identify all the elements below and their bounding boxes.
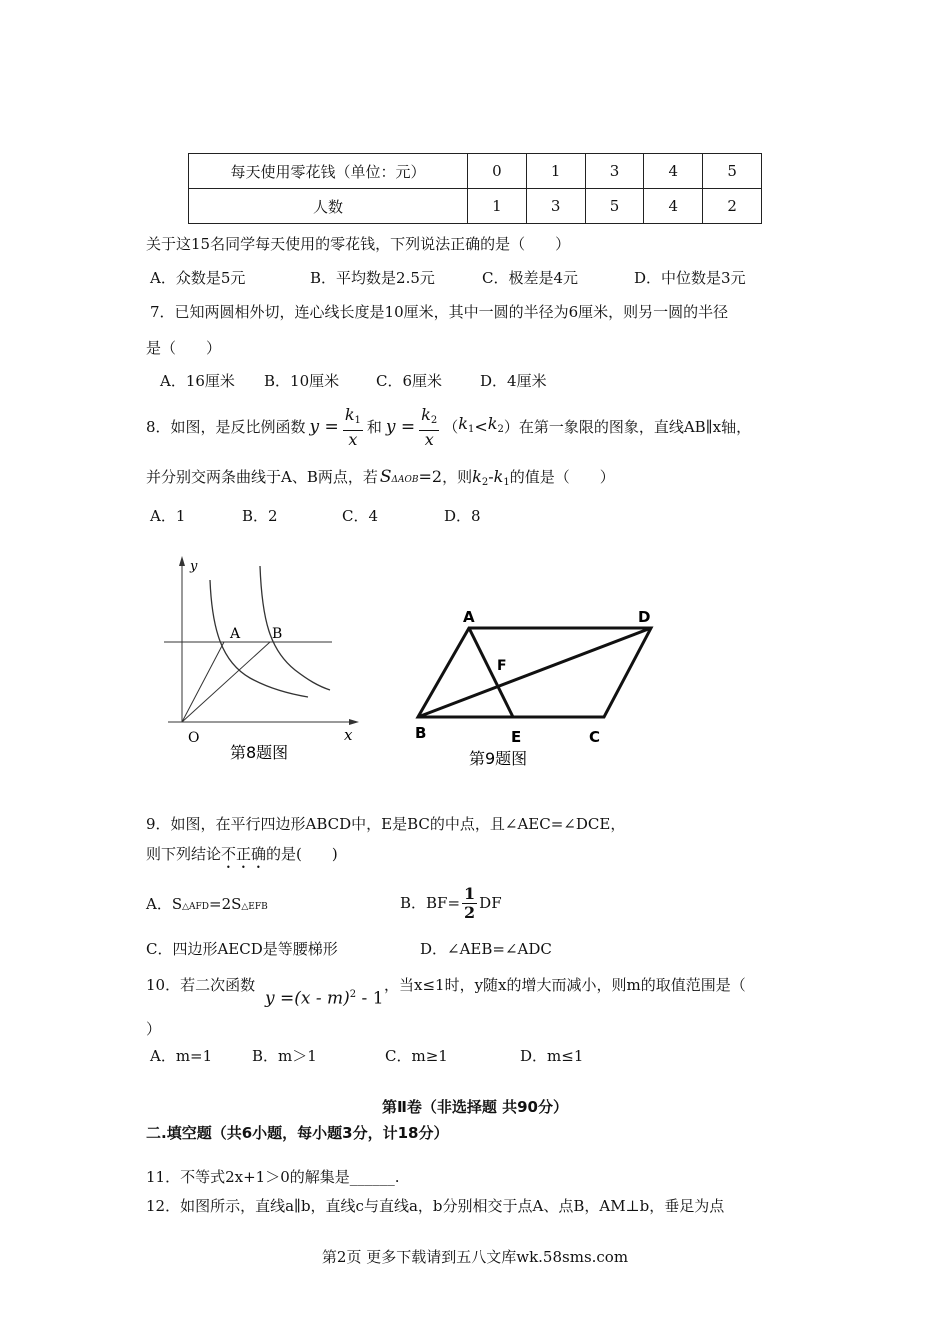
q8-cond-k1: [458, 414, 474, 440]
q8-area-eq: =2: [418, 467, 443, 486]
k2-letter: k: [421, 404, 431, 424]
q8-minus: -: [488, 467, 494, 486]
q10-option-d: D．m≤1: [520, 1047, 584, 1065]
q9-option-d: D．∠AEB=∠ADC: [420, 940, 552, 958]
section2-title: 第Ⅱ卷（非选择题 共90分）: [382, 1098, 568, 1116]
q8-option-a: A．1: [150, 507, 186, 525]
segment-bd: [418, 628, 651, 717]
label-a: A: [463, 608, 475, 626]
q8-y-eq: y =: [309, 417, 339, 437]
row1-cell-4: 5: [703, 154, 762, 189]
figure-8: [150, 550, 380, 770]
q8-then: ，则: [442, 468, 473, 486]
q9-option-a: [146, 894, 268, 917]
q12-text: 12．如图所示，直线a∥b，直线c与直线a，b分别相交于点A、点B，AM⊥b，垂足为点: [146, 1197, 725, 1215]
q8-line2-prefix: 并分别交两条曲线于A、B两点，若: [146, 468, 378, 486]
q9-line1: 9．如图，在平行四边形ABCD中，E是BC的中点，且∠AEC=∠DCE，: [146, 815, 626, 833]
q10-suffix: ，当x≤1时，y随x的增大而减小，则m的取值范围是（: [384, 976, 746, 994]
q8-cond-lt: <: [474, 417, 488, 436]
q6-option-b: B．平均数是2.5元: [310, 269, 435, 287]
label-f: F: [497, 658, 507, 674]
diff-k1-letter: k: [493, 467, 504, 486]
curve-k1: [210, 580, 308, 697]
label-b: B: [415, 724, 427, 742]
segment-oa: [182, 642, 224, 722]
cond-k1-sub: 1: [467, 424, 475, 435]
q9-line2-pre: 则下列结论: [146, 845, 222, 863]
table-row: [189, 189, 762, 224]
q8-stem-line2: [146, 467, 615, 493]
q8-stem-line1: [146, 404, 752, 449]
q9-emphasis-not-correct: 不正确: [221, 845, 267, 863]
q8-suffix: 在第一象限的图象，直线AB∥x轴，: [518, 418, 752, 436]
q8-diff-k2: [472, 467, 488, 493]
row2-cell-3: 4: [644, 189, 703, 224]
half-denominator: 2: [464, 902, 476, 922]
cond-k2-sub: 2: [497, 424, 504, 435]
cond-k2-letter: k: [487, 414, 498, 433]
q8-diff-k1: [494, 467, 510, 493]
q8-value-suffix: 的值是（ ）: [509, 468, 615, 486]
q9-option-b: [400, 882, 502, 924]
q7-option-a: A．16厘米: [160, 372, 235, 390]
label-c: C: [589, 728, 601, 746]
q7-option-c: C．6厘米: [376, 372, 443, 390]
q8-option-b: B．2: [242, 507, 278, 525]
row2-cell-0: 1: [468, 189, 527, 224]
figure-9: [405, 598, 675, 778]
q9-line2: [146, 844, 338, 872]
q8-cond-open: （: [443, 418, 459, 436]
diff-k2-sub: 2: [481, 477, 489, 488]
k2-subscript: 2: [430, 414, 438, 426]
half-numerator: 1: [464, 883, 476, 903]
row1-cell-1: 1: [526, 154, 585, 189]
row1-cell-3: 4: [644, 154, 703, 189]
section2-heading: 二.填空题（共6小题，每小题3分，计18分）: [146, 1124, 449, 1142]
q9-opt-a-sub2: △EFB: [241, 902, 268, 912]
table-row: [189, 154, 762, 189]
q10-formula-exponent: 2: [349, 989, 357, 1000]
diff-k1-sub: 1: [503, 477, 510, 488]
q9-opt-b-post: DF: [479, 894, 502, 912]
q7-option-b: B．10厘米: [264, 372, 340, 390]
k1-subscript: 1: [354, 414, 361, 426]
q8-fraction-k1: [343, 406, 363, 449]
y-label: y: [190, 559, 198, 574]
q10-formula-main: y =(x - m): [265, 988, 350, 1009]
q9-line2-post: 的是( ): [266, 845, 338, 863]
q6-option-a: A．众数是5元: [150, 269, 246, 287]
label-e: E: [511, 728, 522, 746]
q8-option-c: C．4: [342, 507, 379, 525]
q8-y-eq-2: y =: [385, 417, 416, 437]
k1-denominator: x: [348, 429, 358, 449]
o-label: O: [188, 730, 200, 746]
x-label: x: [344, 726, 353, 744]
cond-k1-letter: k: [458, 414, 468, 433]
q7-option-d: D．4厘米: [480, 372, 547, 390]
page-footer: 第2页 更多下载请到五八文库wk.58sms.com: [321, 1248, 629, 1266]
a-label: A: [230, 626, 241, 642]
q7-stem-line2: 是（ ）: [146, 339, 222, 357]
q8-fraction-k2: [419, 406, 439, 449]
row2-cell-2: 5: [585, 189, 644, 224]
q6-option-c: C．极差是4元: [482, 269, 579, 287]
q8-area-s: S: [379, 467, 392, 487]
q8-area-sub: ΔAOB: [391, 475, 419, 485]
q8-prefix: 8．如图，是反比例函数: [146, 418, 306, 436]
row2-cell-4: 2: [703, 189, 762, 224]
q10-option-a: A．m=1: [150, 1047, 213, 1065]
q10-line2: ）: [146, 1020, 162, 1038]
q10-formula: [265, 983, 384, 1011]
q10-option-c: C．m≥1: [385, 1047, 448, 1065]
row1-label: 每天使用零花钱（单位：元）: [189, 154, 468, 189]
q9-opt-a-sub1: △AFD: [182, 902, 209, 912]
q7-stem-line1: 7．已知两圆相外切，连心线长度是10厘米，其中一圆的半径为6厘米，则另一圆的半径: [150, 303, 729, 321]
q8-and: 和: [366, 418, 382, 436]
b-label: B: [272, 626, 283, 642]
row1-cell-2: 3: [585, 154, 644, 189]
row1-cell-0: 0: [468, 154, 527, 189]
x-axis-arrow: [349, 719, 359, 725]
row2-cell-1: 3: [526, 189, 585, 224]
frequency-table: [188, 153, 762, 224]
q11-text: 11．不等式2x+1＞0的解集是______.: [146, 1168, 400, 1186]
curve-k2: [260, 566, 330, 690]
q8-option-d: D．8: [444, 507, 481, 525]
q10-prefix: 10．若二次函数: [146, 976, 256, 994]
k1-letter: k: [344, 404, 355, 424]
q10-option-b: B．m＞1: [252, 1047, 317, 1065]
q9-opt-a-mid: =2S: [209, 895, 242, 913]
q6-option-d: D．中位数是3元: [634, 269, 746, 287]
q6-stem: 关于这15名同学每天使用的零花钱，下列说法正确的是（ ）: [146, 235, 571, 253]
q9-opt-b-pre: B．BF=: [400, 894, 461, 912]
q9-fraction-half: [462, 885, 477, 922]
row2-label: 人数: [189, 189, 468, 224]
q9-option-c: C．四边形AECD是等腰梯形: [146, 940, 338, 958]
q10-formula-tail: - 1: [356, 988, 384, 1009]
fig8-caption: 第8题图: [230, 743, 289, 762]
y-axis-arrow: [179, 556, 185, 566]
diff-k2-letter: k: [472, 467, 482, 486]
q9-opt-a-pre: A．S: [146, 895, 183, 913]
k2-denominator: x: [424, 429, 434, 449]
q8-cond-close: ）: [503, 418, 519, 436]
fig9-caption: 第9题图: [469, 749, 528, 768]
label-d: D: [638, 608, 651, 626]
q8-cond-k2: [488, 414, 504, 440]
